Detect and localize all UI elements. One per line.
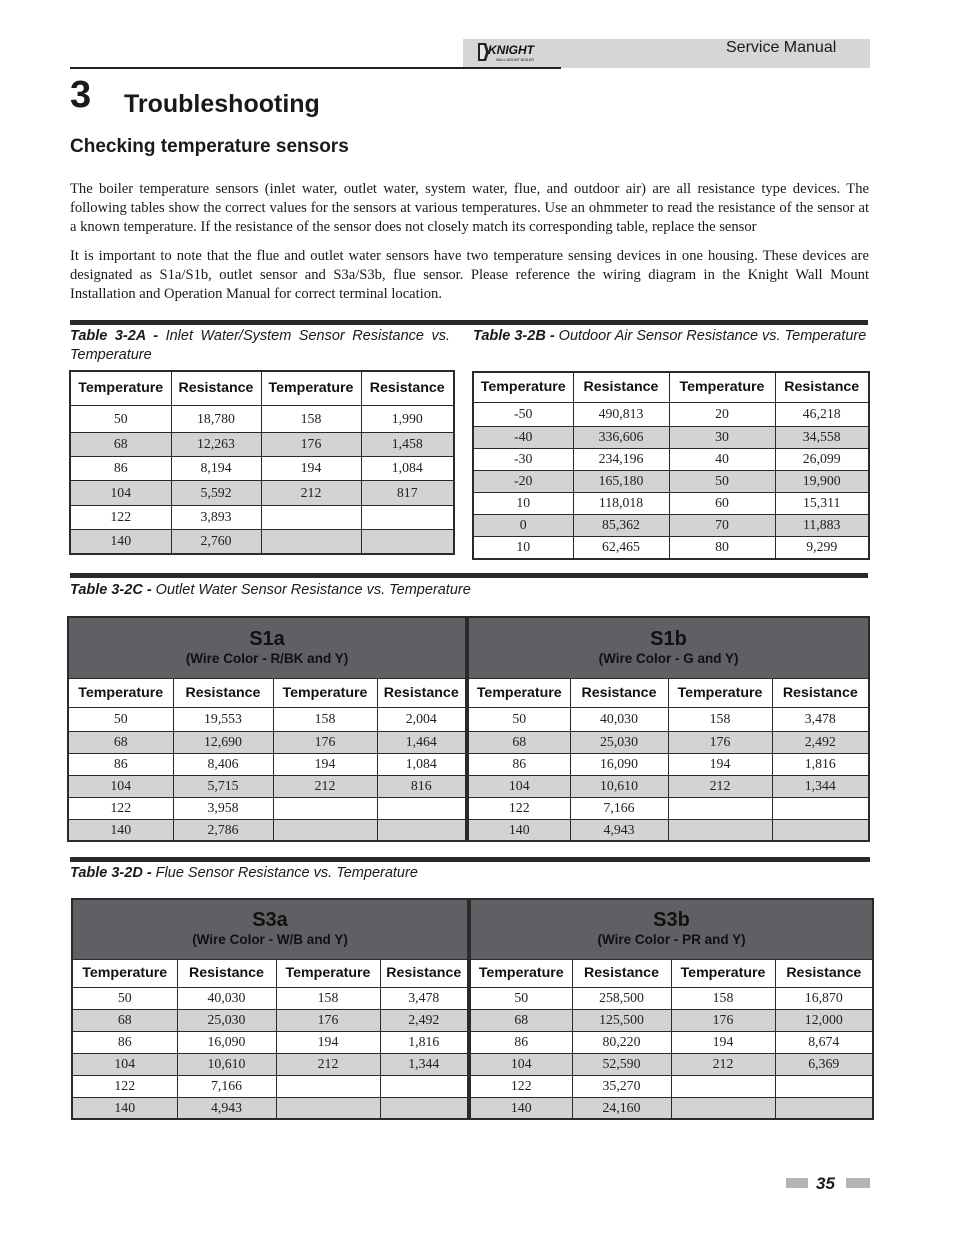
footer-bar-right (846, 1178, 870, 1188)
group-s1a-name: S1a (249, 627, 285, 650)
table-cell: 817 (361, 480, 454, 505)
table-row (70, 456, 454, 480)
table-b-header-row (473, 372, 869, 402)
table-cell: 104 (68, 775, 173, 797)
table-cell: 212 (671, 1053, 775, 1075)
table-cell: 10,610 (570, 775, 668, 797)
group-s1b-wire-color: (Wire Color - G and Y) (598, 650, 739, 666)
table-a-header: Temperature (70, 371, 171, 405)
table-cell: 176 (261, 432, 361, 456)
table-row (473, 470, 869, 492)
table-a (69, 370, 455, 555)
group-s1a (68, 617, 467, 678)
table-cell: 1,464 (377, 731, 467, 753)
table-cell (377, 819, 467, 841)
table-c-header: Resistance (772, 678, 869, 707)
table-cell (276, 1097, 380, 1119)
group-s1b (467, 617, 869, 678)
table-cell: 86 (72, 1031, 177, 1053)
table-c-header: Temperature (68, 678, 173, 707)
table-cell: 3,478 (772, 707, 869, 731)
table-cell: 86 (467, 753, 570, 775)
table-cell: 86 (68, 753, 173, 775)
table-cell: 86 (469, 1031, 572, 1053)
table-cell: -20 (473, 470, 573, 492)
table-cell: 104 (70, 480, 171, 505)
table-cell: 212 (273, 775, 377, 797)
table-cell: 25,030 (177, 1009, 276, 1031)
table-cell: 40,030 (570, 707, 668, 731)
table-cell: 7,166 (570, 797, 668, 819)
table-cell (775, 1075, 873, 1097)
table-cell: 19,900 (775, 470, 869, 492)
table-cell: 258,500 (572, 987, 671, 1009)
table-b-header: Resistance (775, 372, 869, 402)
section-title: Checking temperature sensors (70, 136, 349, 157)
table-cell: 194 (276, 1031, 380, 1053)
table-cell: 158 (671, 987, 775, 1009)
group-s1b-name: S1b (650, 627, 687, 650)
table-cell: 212 (261, 480, 361, 505)
table-cell: 16,090 (570, 753, 668, 775)
table-cell: 18,780 (171, 405, 261, 432)
table-cell: 86 (70, 456, 171, 480)
table-cell: 234,196 (573, 448, 669, 470)
table-cell: 1,344 (772, 775, 869, 797)
table-cell (671, 1097, 775, 1119)
table-cell: 122 (70, 505, 171, 529)
table-cell: 212 (668, 775, 772, 797)
table-c-header: Temperature (467, 678, 570, 707)
note-paragraph: It is important to note that the flue and outlet water sensors have two temperature sensing devices in one housing. These devices are designated as S1a/S1b, outlet sensor and S3a/S3b, flue sensor. Please reference the wiring diagram in the Knight Wall Mount Installation and Operation Manual for correct terminal location. (70, 248, 869, 302)
table-cell: 62,465 (573, 536, 669, 559)
table-cell (273, 797, 377, 819)
table-cell: 20 (669, 402, 775, 426)
table-cell (671, 1075, 775, 1097)
table-cell: 158 (261, 405, 361, 432)
table-cell: 2,492 (380, 1009, 469, 1031)
group-s3a (72, 899, 469, 959)
table-cell: 336,606 (573, 426, 669, 448)
table-cell (775, 1097, 873, 1119)
logo-text: KNIGHT (488, 43, 534, 57)
header-title: Service Manual (726, 39, 837, 56)
table-row (72, 1097, 873, 1119)
chapter-number: 3 (70, 74, 92, 116)
table-cell: 80 (669, 536, 775, 559)
table-row (72, 1031, 873, 1053)
table-d-header: Resistance (380, 959, 469, 987)
table-b-caption-text: Outdoor Air Sensor Resistance vs. Temperature (554, 328, 867, 344)
table-row (68, 797, 869, 819)
table-cell: 104 (72, 1053, 177, 1075)
group-s3a-wire-color: (Wire Color - W/B and Y) (192, 932, 348, 948)
table-cell: 35,270 (572, 1075, 671, 1097)
table-cell: 3,958 (173, 797, 273, 819)
page-number: 35 (816, 1174, 835, 1193)
table-row (72, 1075, 873, 1097)
table-cell (380, 1075, 469, 1097)
table-cell: 11,883 (775, 514, 869, 536)
table-d-header: Resistance (775, 959, 873, 987)
chapter-title: Troubleshooting (124, 90, 320, 118)
table-cell: 19,553 (173, 707, 273, 731)
table-c-header: Resistance (377, 678, 467, 707)
table-a-header: Resistance (361, 371, 454, 405)
table-cell: 25,030 (570, 731, 668, 753)
table-cell: 125,500 (572, 1009, 671, 1031)
table-cell: 490,813 (573, 402, 669, 426)
table-d-header: Resistance (177, 959, 276, 987)
table-cell: 7,166 (177, 1075, 276, 1097)
table-cell: 4,943 (570, 819, 668, 841)
table-cell: 176 (668, 731, 772, 753)
table-ab-rule (70, 320, 868, 325)
table-a-caption (70, 327, 450, 365)
table-cell: 26,099 (775, 448, 869, 470)
table-row (68, 819, 869, 841)
table-d-header: Temperature (72, 959, 177, 987)
table-cell: 1,990 (361, 405, 454, 432)
table-d-rule (70, 857, 870, 862)
table-d-caption-label: Table 3-2D - (70, 865, 152, 881)
table-d-group-row (72, 899, 873, 959)
table-d-header: Temperature (671, 959, 775, 987)
table-cell: 5,592 (171, 480, 261, 505)
table-cell: 104 (467, 775, 570, 797)
table-cell: 194 (668, 753, 772, 775)
table-c-header: Temperature (668, 678, 772, 707)
table-cell: 24,160 (572, 1097, 671, 1119)
footer-bar-left (786, 1178, 808, 1188)
table-cell (261, 529, 361, 554)
table-cell: -40 (473, 426, 573, 448)
table-d (71, 898, 874, 1120)
group-s3b-name: S3b (653, 909, 690, 932)
table-row (473, 514, 869, 536)
table-cell (772, 797, 869, 819)
table-b-caption (473, 327, 868, 346)
table-d-header: Resistance (572, 959, 671, 987)
table-cell: 10,610 (177, 1053, 276, 1075)
table-row (72, 1009, 873, 1031)
table-cell: 68 (469, 1009, 572, 1031)
table-c-caption (70, 581, 471, 600)
group-s3b-wire-color: (Wire Color - PR and Y) (597, 932, 746, 948)
header-rule (70, 67, 561, 69)
table-row (68, 775, 869, 797)
table-cell: 1,816 (380, 1031, 469, 1053)
table-cell: 140 (68, 819, 173, 841)
table-cell: 176 (671, 1009, 775, 1031)
table-cell: 140 (467, 819, 570, 841)
table-row (473, 426, 869, 448)
group-s3b (469, 899, 873, 959)
table-row (70, 405, 454, 432)
table-cell: 176 (273, 731, 377, 753)
table-cell: 46,218 (775, 402, 869, 426)
table-cell: 1,084 (377, 753, 467, 775)
table-cell: 50 (70, 405, 171, 432)
table-cell: 16,870 (775, 987, 873, 1009)
table-cell: 40,030 (177, 987, 276, 1009)
table-cell (772, 819, 869, 841)
table-row (70, 529, 454, 554)
logo-subtext: WALL MOUNT BOILER (496, 58, 534, 62)
table-a-header: Temperature (261, 371, 361, 405)
table-cell: 8,406 (173, 753, 273, 775)
table-d-caption-text: Flue Sensor Resistance vs. Temperature (151, 865, 418, 881)
table-cell: 0 (473, 514, 573, 536)
table-row (68, 707, 869, 731)
table-cell: 1,458 (361, 432, 454, 456)
table-cell: 50 (72, 987, 177, 1009)
table-cell (377, 797, 467, 819)
table-cell: 40 (669, 448, 775, 470)
table-cell: 194 (671, 1031, 775, 1053)
table-cell: 118,018 (573, 492, 669, 514)
table-cell: 16,090 (177, 1031, 276, 1053)
table-cell: 1,084 (361, 456, 454, 480)
table-cell: 10 (473, 536, 573, 559)
table-cell (361, 529, 454, 554)
table-cell: 85,362 (573, 514, 669, 536)
table-a-caption-label: Table 3-2A - (70, 328, 159, 344)
table-c-group-row (68, 617, 869, 678)
table-cell: 15,311 (775, 492, 869, 514)
table-c (67, 616, 870, 842)
table-cell (668, 797, 772, 819)
table-cell: 68 (70, 432, 171, 456)
table-cell: 158 (273, 707, 377, 731)
table-cell: 2,004 (377, 707, 467, 731)
table-row (70, 505, 454, 529)
table-cell: 6,369 (775, 1053, 873, 1075)
table-c-rule (70, 573, 868, 578)
table-cell: 122 (467, 797, 570, 819)
table-cell: 52,590 (572, 1053, 671, 1075)
knight-logo (476, 40, 548, 64)
table-cell (261, 505, 361, 529)
table-row (72, 1053, 873, 1075)
table-cell: 816 (377, 775, 467, 797)
table-cell: 3,478 (380, 987, 469, 1009)
table-cell: 70 (669, 514, 775, 536)
table-row (68, 731, 869, 753)
group-s3a-name: S3a (252, 909, 288, 932)
table-cell: 2,786 (173, 819, 273, 841)
table-cell: 194 (273, 753, 377, 775)
table-cell: 68 (72, 1009, 177, 1031)
table-cell: 176 (276, 1009, 380, 1031)
table-a-header: Resistance (171, 371, 261, 405)
table-cell: 122 (68, 797, 173, 819)
table-row (70, 432, 454, 456)
table-cell: 60 (669, 492, 775, 514)
table-cell: 10 (473, 492, 573, 514)
table-cell: 12,000 (775, 1009, 873, 1031)
table-cell: 194 (261, 456, 361, 480)
table-cell: 140 (70, 529, 171, 554)
intro-paragraph: The boiler temperature sensors (inlet water, outlet water, system water, flue, and outdoor air) are all resistance type devices. The following tables show the correct values for the sensors at various temperatures. Use an ohmmeter to read the resistance of the sensor at a known temperature. If the resistance of the sensor does not closely match its corresponding table, replace the sensor (70, 181, 869, 235)
table-cell: -50 (473, 402, 573, 426)
table-cell: 158 (668, 707, 772, 731)
table-c-caption-text: Outlet Water Sensor Resistance vs. Temperature (151, 582, 471, 598)
table-cell: 12,263 (171, 432, 261, 456)
table-cell: 30 (669, 426, 775, 448)
table-cell: 2,760 (171, 529, 261, 554)
table-cell: 68 (467, 731, 570, 753)
table-cell (273, 819, 377, 841)
table-c-header: Resistance (570, 678, 668, 707)
table-cell: 50 (467, 707, 570, 731)
table-d-header: Temperature (469, 959, 572, 987)
table-b (472, 371, 870, 560)
table-b-header: Temperature (473, 372, 573, 402)
table-cell: 212 (276, 1053, 380, 1075)
table-b-caption-label: Table 3-2B - (473, 328, 555, 344)
table-cell: 140 (469, 1097, 572, 1119)
table-cell: 2,492 (772, 731, 869, 753)
table-cell (276, 1075, 380, 1097)
table-cell: 80,220 (572, 1031, 671, 1053)
table-cell: 50 (68, 707, 173, 731)
table-cell: 9,299 (775, 536, 869, 559)
table-row (70, 480, 454, 505)
table-cell: 50 (669, 470, 775, 492)
table-a-header-row (70, 371, 454, 405)
table-c-header: Resistance (173, 678, 273, 707)
table-cell: 122 (469, 1075, 572, 1097)
table-cell: 12,690 (173, 731, 273, 753)
table-cell: 1,344 (380, 1053, 469, 1075)
table-cell: -30 (473, 448, 573, 470)
table-cell: 104 (469, 1053, 572, 1075)
table-cell: 8,194 (171, 456, 261, 480)
table-row (473, 536, 869, 559)
table-a-caption-text: Inlet Water/System Sensor Resistance vs. Temperature (70, 328, 451, 363)
table-cell: 140 (72, 1097, 177, 1119)
table-d-header: Temperature (276, 959, 380, 987)
table-cell: 122 (72, 1075, 177, 1097)
table-cell: 5,715 (173, 775, 273, 797)
table-cell (380, 1097, 469, 1119)
table-cell: 50 (469, 987, 572, 1009)
table-c-caption-label: Table 3-2C - (70, 582, 152, 598)
table-row (473, 492, 869, 514)
table-cell: 4,943 (177, 1097, 276, 1119)
table-cell: 165,180 (573, 470, 669, 492)
table-d-caption (70, 864, 418, 883)
table-row (68, 753, 869, 775)
table-cell: 3,893 (171, 505, 261, 529)
table-cell: 1,816 (772, 753, 869, 775)
table-cell (361, 505, 454, 529)
table-d-header-row (72, 959, 873, 987)
table-row (473, 448, 869, 470)
table-cell (668, 819, 772, 841)
table-cell: 68 (68, 731, 173, 753)
table-c-header-row (68, 678, 869, 707)
table-b-header: Resistance (573, 372, 669, 402)
table-cell: 8,674 (775, 1031, 873, 1053)
table-row (473, 402, 869, 426)
table-b-header: Temperature (669, 372, 775, 402)
table-cell: 158 (276, 987, 380, 1009)
table-cell: 34,558 (775, 426, 869, 448)
table-c-header: Temperature (273, 678, 377, 707)
table-row (72, 987, 873, 1009)
group-s1a-wire-color: (Wire Color - R/BK and Y) (185, 650, 349, 666)
